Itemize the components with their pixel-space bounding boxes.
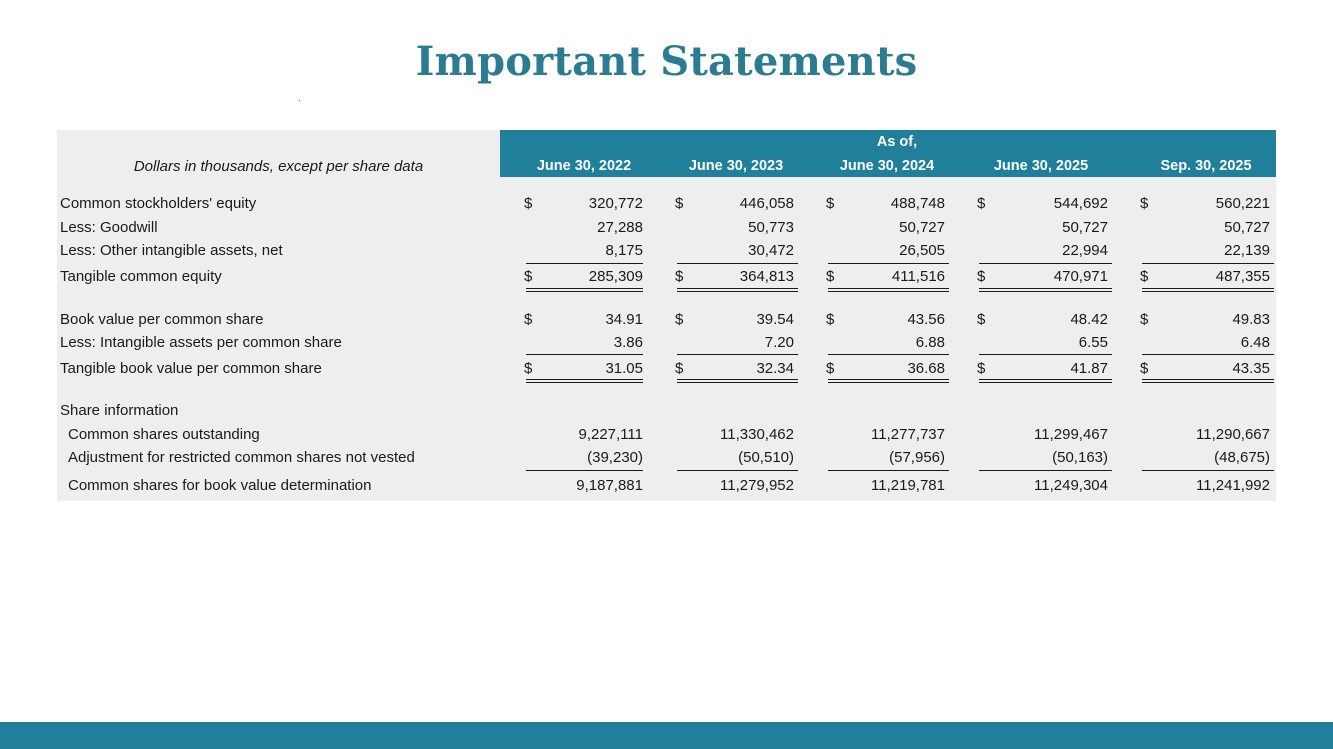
table-cell: 487,355 bbox=[1215, 268, 1270, 285]
rule-line bbox=[526, 288, 643, 289]
currency-symbol: $ bbox=[1140, 360, 1149, 377]
rule-line bbox=[677, 470, 798, 471]
table-cell: 31.05 bbox=[605, 360, 643, 377]
table-cell: (48,675) bbox=[1214, 449, 1270, 466]
rule-line bbox=[828, 288, 949, 289]
table-cell: 6.48 bbox=[1240, 334, 1270, 351]
table-cell: 39.54 bbox=[756, 311, 794, 328]
table-cell: 43.35 bbox=[1232, 360, 1270, 377]
table-cell: 544,692 bbox=[1053, 195, 1108, 212]
table-cell: 11,330,462 bbox=[720, 426, 794, 443]
table-cell: 49.83 bbox=[1232, 311, 1270, 328]
currency-symbol: $ bbox=[675, 311, 684, 328]
row-label: Less: Other intangible assets, net bbox=[60, 242, 283, 259]
rule-line bbox=[1142, 263, 1274, 264]
table-cell: (39,230) bbox=[587, 449, 643, 466]
rule-line bbox=[526, 379, 643, 380]
rule-line bbox=[526, 291, 643, 292]
table-cell: 30,472 bbox=[748, 242, 794, 259]
currency-symbol: $ bbox=[977, 195, 986, 212]
table-cell: 9,227,111 bbox=[578, 426, 643, 443]
table-cell: 11,277,737 bbox=[871, 426, 945, 443]
table-cell: 32.34 bbox=[756, 360, 794, 377]
rule-line bbox=[828, 382, 949, 383]
rule-line bbox=[979, 470, 1112, 471]
table-cell: 6.88 bbox=[915, 334, 945, 351]
row-label: Less: Goodwill bbox=[60, 219, 158, 236]
row-label: Less: Intangible assets per common share bbox=[60, 334, 342, 351]
rule-line bbox=[1142, 382, 1274, 383]
rule-line bbox=[677, 354, 798, 355]
rule-line bbox=[677, 382, 798, 383]
table-cell: 36.68 bbox=[907, 360, 945, 377]
table-cell: 488,748 bbox=[890, 195, 945, 212]
rule-line bbox=[828, 291, 949, 292]
table-cell: 411,516 bbox=[891, 268, 945, 285]
table-cell: 22,994 bbox=[1062, 242, 1108, 259]
page-title: Important Statements bbox=[415, 38, 918, 85]
currency-symbol: $ bbox=[524, 360, 533, 377]
column-header: June 30, 2024 bbox=[839, 158, 935, 174]
table-cell: 7.20 bbox=[764, 334, 794, 351]
currency-symbol: $ bbox=[675, 360, 684, 377]
rule-line bbox=[1142, 288, 1274, 289]
rule-line bbox=[828, 354, 949, 355]
column-header: June 30, 2022 bbox=[536, 158, 632, 174]
rule-line bbox=[828, 470, 949, 471]
table-cell: 43.56 bbox=[907, 311, 945, 328]
currency-symbol: $ bbox=[1140, 311, 1149, 328]
table-cell: 50,773 bbox=[748, 219, 794, 236]
rule-line bbox=[979, 291, 1112, 292]
currency-symbol: $ bbox=[1140, 195, 1149, 212]
table-cell: 3.86 bbox=[613, 334, 643, 351]
rule-line bbox=[677, 288, 798, 289]
currency-symbol: $ bbox=[524, 195, 533, 212]
currency-symbol: $ bbox=[826, 311, 835, 328]
rule-line bbox=[677, 263, 798, 264]
table-cell: 11,299,467 bbox=[1034, 426, 1108, 443]
rule-line bbox=[979, 382, 1112, 383]
financial-table bbox=[57, 130, 1276, 501]
table-cell: 560,221 bbox=[1215, 195, 1270, 212]
rule-line bbox=[979, 379, 1112, 380]
stray-dot bbox=[299, 100, 300, 101]
table-cell: 48.42 bbox=[1070, 311, 1108, 328]
rule-line bbox=[828, 379, 949, 380]
table-cell: (50,510) bbox=[738, 449, 794, 466]
row-label: Adjustment for restricted common shares not vested bbox=[68, 449, 415, 466]
table-cell: 34.91 bbox=[605, 311, 643, 328]
currency-symbol: $ bbox=[977, 311, 986, 328]
table-cell: 285,309 bbox=[588, 268, 643, 285]
rule-line bbox=[828, 263, 949, 264]
table-cell: 446,058 bbox=[739, 195, 794, 212]
row-label: Common shares for book value determination bbox=[68, 477, 372, 494]
currency-symbol: $ bbox=[977, 360, 986, 377]
table-cell: (50,163) bbox=[1052, 449, 1108, 466]
rule-line bbox=[1142, 379, 1274, 380]
currency-symbol: $ bbox=[977, 268, 986, 285]
table-cell: 320,772 bbox=[588, 195, 643, 212]
rule-line bbox=[1142, 354, 1274, 355]
currency-symbol: $ bbox=[675, 268, 684, 285]
table-cell: 11,290,667 bbox=[1196, 426, 1270, 443]
table-cell: 11,219,781 bbox=[871, 477, 945, 494]
row-label: Book value per common share bbox=[60, 311, 264, 328]
table-cell: 50,727 bbox=[899, 219, 945, 236]
currency-symbol: $ bbox=[1140, 268, 1149, 285]
currency-symbol: $ bbox=[524, 268, 533, 285]
rule-line bbox=[526, 354, 643, 355]
table-cell: 41.87 bbox=[1070, 360, 1108, 377]
currency-symbol: $ bbox=[524, 311, 533, 328]
row-label: Common stockholders' equity bbox=[60, 195, 257, 212]
table-cell: 8,175 bbox=[605, 242, 643, 259]
rule-line bbox=[979, 288, 1112, 289]
table-cell: (57,956) bbox=[889, 449, 945, 466]
table-cell: 22,139 bbox=[1224, 242, 1270, 259]
table-cell: 11,241,992 bbox=[1196, 477, 1270, 494]
table-cell: 364,813 bbox=[739, 268, 794, 285]
currency-symbol: $ bbox=[826, 195, 835, 212]
rule-line bbox=[677, 379, 798, 380]
currency-symbol: $ bbox=[675, 195, 684, 212]
footer-bar bbox=[0, 722, 1333, 749]
rule-line bbox=[979, 354, 1112, 355]
rule-line bbox=[526, 263, 643, 264]
row-label: Tangible book value per common share bbox=[60, 360, 322, 377]
row-label: Common shares outstanding bbox=[68, 426, 260, 443]
column-header: Sep. 30, 2025 bbox=[1160, 158, 1252, 174]
currency-symbol: $ bbox=[826, 360, 835, 377]
rule-line bbox=[677, 291, 798, 292]
rule-line bbox=[1142, 470, 1274, 471]
table-cell: 26,505 bbox=[899, 242, 945, 259]
as-of-label: As of, bbox=[876, 134, 918, 150]
section-heading: Share information bbox=[60, 402, 179, 419]
rule-line bbox=[1142, 291, 1274, 292]
rule-line bbox=[979, 263, 1112, 264]
row-label: Tangible common equity bbox=[60, 268, 222, 285]
table-cell: 9,187,881 bbox=[576, 477, 643, 494]
table-cell: 50,727 bbox=[1062, 219, 1108, 236]
table-cell: 11,249,304 bbox=[1034, 477, 1108, 494]
table-cell: 50,727 bbox=[1224, 219, 1270, 236]
table-cell: 27,288 bbox=[597, 219, 643, 236]
column-header: June 30, 2023 bbox=[688, 158, 784, 174]
column-header: June 30, 2025 bbox=[993, 158, 1089, 174]
rule-line bbox=[526, 470, 643, 471]
table-cell: 6.55 bbox=[1078, 334, 1108, 351]
rule-line bbox=[526, 382, 643, 383]
currency-symbol: $ bbox=[826, 268, 835, 285]
table-cell: 470,971 bbox=[1053, 268, 1108, 285]
table-cell: 11,279,952 bbox=[720, 477, 794, 494]
units-label: Dollars in thousands, except per share data bbox=[133, 158, 424, 175]
